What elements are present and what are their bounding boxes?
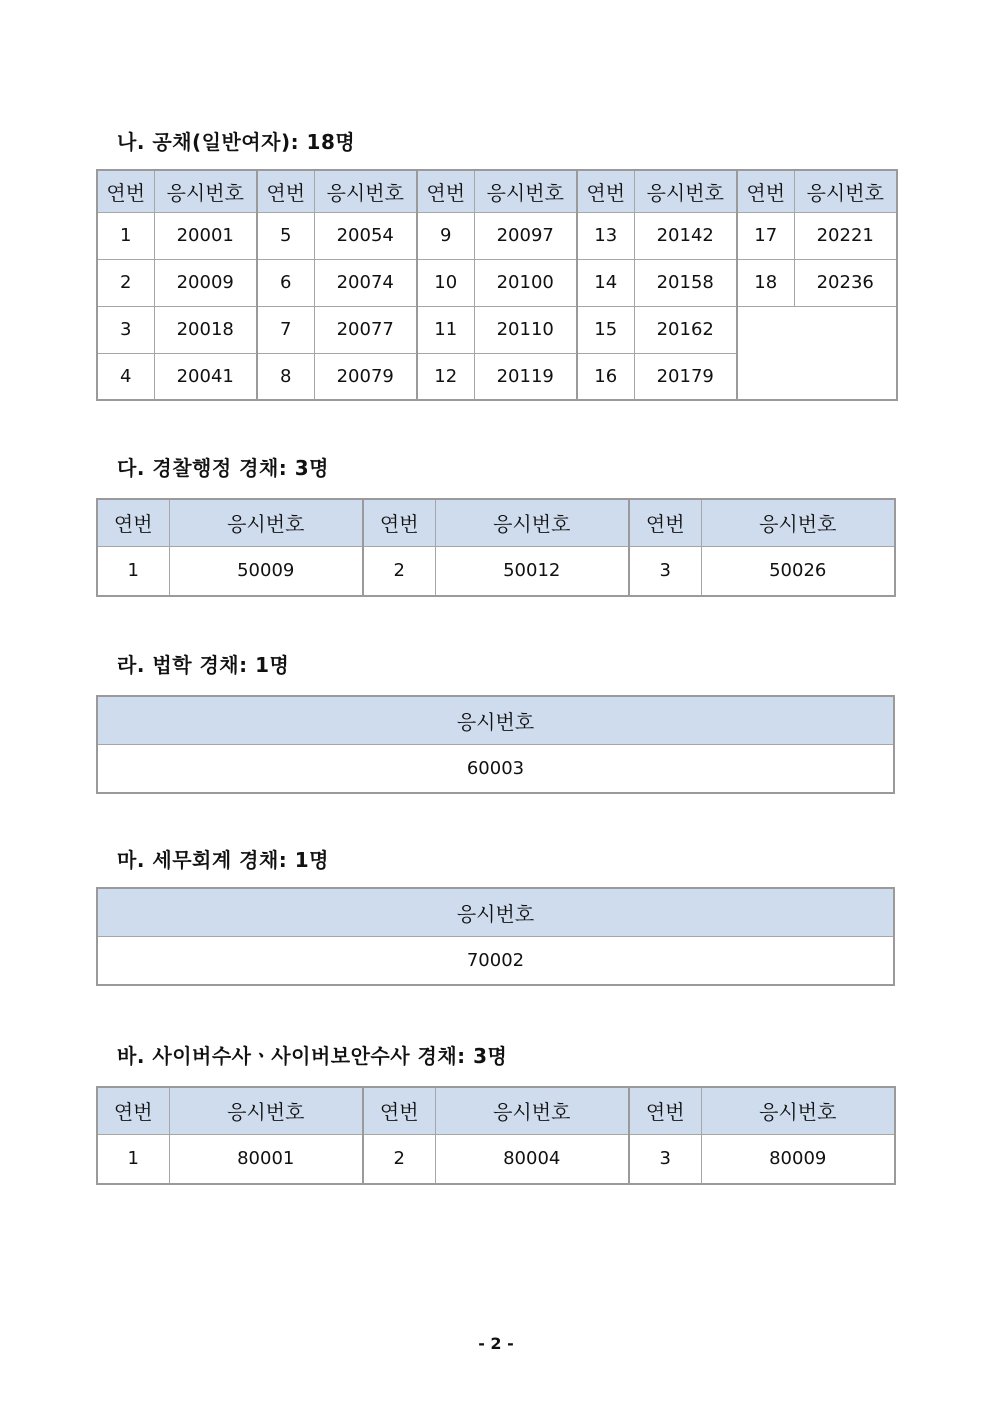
empty-cell xyxy=(737,306,897,400)
section-heading: 바. 사이버수사ㆍ사이버보안수사 경채: 3명 xyxy=(117,1044,508,1068)
serial-number: 5 xyxy=(257,212,314,259)
column-header-serial: 연번 xyxy=(97,499,169,546)
serial-number: 3 xyxy=(97,306,154,353)
applicant-table-general-female xyxy=(96,169,898,401)
applicant-number: 20142 xyxy=(634,212,737,259)
serial-number: 10 xyxy=(417,259,474,306)
section-heading: 나. 공채(일반여자): 18명 xyxy=(117,130,356,154)
applicant-number: 20077 xyxy=(314,306,417,353)
column-header-serial: 연번 xyxy=(363,1087,435,1134)
applicant-number: 80001 xyxy=(169,1134,363,1184)
serial-number: 2 xyxy=(363,1134,435,1184)
column-header-applicant-number: 응시번호 xyxy=(634,170,737,212)
applicant-number: 20079 xyxy=(314,353,417,400)
serial-number: 8 xyxy=(257,353,314,400)
applicant-number: 80009 xyxy=(701,1134,895,1184)
applicant-number: 20009 xyxy=(154,259,257,306)
column-header-applicant-number: 응시번호 xyxy=(169,499,363,546)
serial-number: 7 xyxy=(257,306,314,353)
column-header-serial: 연번 xyxy=(417,170,474,212)
serial-number: 3 xyxy=(629,1134,701,1184)
applicant-number: 50012 xyxy=(435,546,629,596)
column-header: 응시번호 xyxy=(97,888,894,936)
page-number: - 2 - xyxy=(478,1334,514,1353)
serial-number: 12 xyxy=(417,353,474,400)
applicant-table-police-admin xyxy=(96,498,896,597)
applicant-number: 20018 xyxy=(154,306,257,353)
serial-number: 9 xyxy=(417,212,474,259)
serial-number: 13 xyxy=(577,212,634,259)
column-header-serial: 연번 xyxy=(577,170,634,212)
serial-number: 1 xyxy=(97,546,169,596)
column-header-applicant-number: 응시번호 xyxy=(314,170,417,212)
applicant-number: 20041 xyxy=(154,353,257,400)
column-header-applicant-number: 응시번호 xyxy=(794,170,897,212)
applicant-number: 20110 xyxy=(474,306,577,353)
applicant-table-cyber xyxy=(96,1086,896,1185)
column-header-serial: 연번 xyxy=(97,1087,169,1134)
serial-number: 16 xyxy=(577,353,634,400)
serial-number: 1 xyxy=(97,1134,169,1184)
serial-number: 1 xyxy=(97,212,154,259)
applicant-number: 20097 xyxy=(474,212,577,259)
header-row xyxy=(97,696,894,744)
column-header: 응시번호 xyxy=(97,696,894,744)
column-header-serial: 연번 xyxy=(629,1087,701,1134)
applicant-number: 20179 xyxy=(634,353,737,400)
applicant-number: 20100 xyxy=(474,259,577,306)
serial-number: 18 xyxy=(737,259,794,306)
serial-number: 14 xyxy=(577,259,634,306)
column-header-applicant-number: 응시번호 xyxy=(154,170,257,212)
applicant-number: 20074 xyxy=(314,259,417,306)
serial-number: 17 xyxy=(737,212,794,259)
header-row xyxy=(97,170,897,212)
applicant-number: 20236 xyxy=(794,259,897,306)
applicant-number: 50026 xyxy=(701,546,895,596)
applicant-number: 80004 xyxy=(435,1134,629,1184)
column-header-applicant-number: 응시번호 xyxy=(474,170,577,212)
section-heading: 다. 경찰행정 경채: 3명 xyxy=(117,456,329,480)
applicant-number: 20001 xyxy=(154,212,257,259)
column-header-serial: 연번 xyxy=(737,170,794,212)
table-row xyxy=(97,306,897,353)
column-header-applicant-number: 응시번호 xyxy=(169,1087,363,1134)
serial-number: 15 xyxy=(577,306,634,353)
serial-number: 11 xyxy=(417,306,474,353)
header-row xyxy=(97,499,895,546)
column-header-serial: 연번 xyxy=(363,499,435,546)
column-header-applicant-number: 응시번호 xyxy=(701,499,895,546)
applicant-table-law xyxy=(96,695,895,794)
table-row xyxy=(97,1134,895,1184)
header-row xyxy=(97,1087,895,1134)
applicant-number: 70002 xyxy=(97,936,894,985)
applicant-number: 20054 xyxy=(314,212,417,259)
serial-number: 2 xyxy=(97,259,154,306)
applicant-number: 20221 xyxy=(794,212,897,259)
serial-number: 6 xyxy=(257,259,314,306)
header-row xyxy=(97,888,894,936)
applicant-number: 50009 xyxy=(169,546,363,596)
applicant-number: 20162 xyxy=(634,306,737,353)
column-header-applicant-number: 응시번호 xyxy=(435,1087,629,1134)
applicant-number: 60003 xyxy=(97,744,894,793)
applicant-number: 20119 xyxy=(474,353,577,400)
section-heading: 라. 법학 경채: 1명 xyxy=(117,653,290,677)
applicant-table-tax-accounting xyxy=(96,887,895,986)
serial-number: 2 xyxy=(363,546,435,596)
column-header-applicant-number: 응시번호 xyxy=(701,1087,895,1134)
column-header-serial: 연번 xyxy=(97,170,154,212)
table-row xyxy=(97,546,895,596)
table-row xyxy=(97,744,894,793)
column-header-applicant-number: 응시번호 xyxy=(435,499,629,546)
column-header-serial: 연번 xyxy=(257,170,314,212)
serial-number: 4 xyxy=(97,353,154,400)
serial-number: 3 xyxy=(629,546,701,596)
applicant-number: 20158 xyxy=(634,259,737,306)
table-row xyxy=(97,936,894,985)
column-header-serial: 연번 xyxy=(629,499,701,546)
table-row xyxy=(97,212,897,259)
table-row xyxy=(97,259,897,306)
section-heading: 마. 세무회계 경채: 1명 xyxy=(117,848,329,872)
